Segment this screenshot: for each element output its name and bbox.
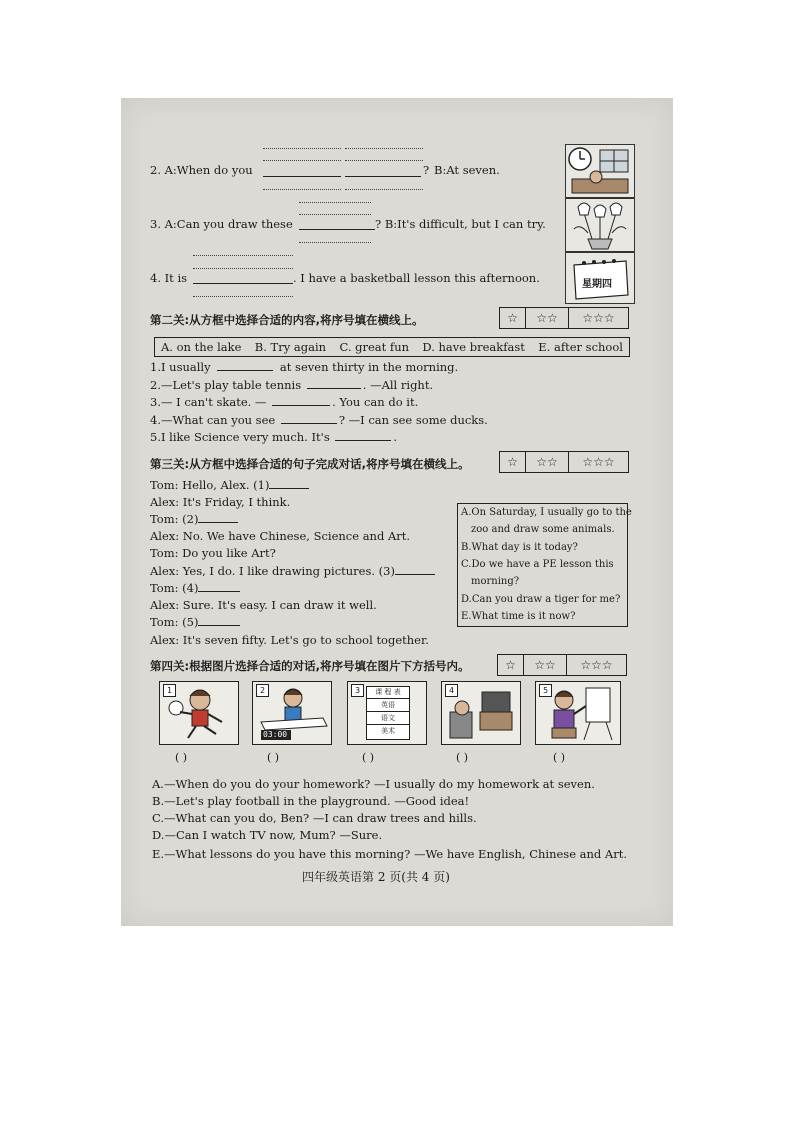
timetable-row: 英语 (367, 699, 409, 712)
dialogue-text: Tom: Hello, Alex. (1) (150, 478, 270, 492)
picture-number: 3 (351, 684, 364, 697)
section2-option-box (154, 337, 630, 357)
dotted-line (263, 148, 341, 149)
section3-star-rating[interactable] (499, 451, 629, 473)
star-3[interactable]: ☆☆☆ (580, 658, 613, 672)
dotted-line (345, 160, 423, 161)
q2-blank-1[interactable] (263, 176, 341, 177)
section3-title: 第三关:从方框中选择合适的句子完成对话,将序号填在横线上。 (150, 457, 470, 471)
answer-paren-1[interactable]: ( ) (175, 751, 188, 764)
option-a: A. on the lake (161, 340, 242, 354)
dialogue-line-1 (150, 478, 309, 492)
dialogue-blank-2[interactable] (198, 522, 238, 523)
option-d: D. have breakfast (422, 340, 525, 354)
q4-blank[interactable] (193, 283, 293, 284)
s2-blank-1[interactable] (217, 370, 273, 371)
answer-paren-3[interactable]: ( ) (362, 751, 375, 764)
choice-c-cont: morning? (471, 576, 520, 587)
choice-e: E.What time is it now? (461, 611, 576, 622)
s2-item-2-rest: . —All right. (362, 378, 434, 392)
s2-item-3-text: 3.— I can't skate. — (150, 395, 267, 409)
picture-watch-tv (441, 681, 521, 745)
timetable-row: 语文 (367, 712, 409, 725)
star-3[interactable]: ☆☆☆ (582, 311, 615, 325)
picture-number: 5 (539, 684, 552, 697)
star-2[interactable]: ☆☆ (526, 452, 569, 472)
option-b: B. Try again (254, 340, 327, 354)
dotted-line (299, 202, 371, 203)
s2-item-2-text: 2.—Let's play table tennis (150, 378, 302, 392)
star-1[interactable]: ☆ (500, 308, 526, 328)
dialogue-line-6 (150, 564, 435, 578)
s4-option-b: B.—Let's play football in the playground. —Good idea! (152, 794, 470, 808)
choice-a: A.On Saturday, I usually go to the (461, 507, 632, 518)
dialogue-blank-1[interactable] (269, 488, 309, 489)
answer-paren-2[interactable]: ( ) (267, 751, 280, 764)
q3-blank[interactable] (299, 229, 375, 230)
tulips-picture (565, 198, 635, 252)
timetable-row: 美术 (381, 727, 395, 735)
dialogue-text: Tom: (2) (150, 512, 199, 526)
dialogue-line-3 (150, 512, 238, 526)
s2-item-4 (150, 413, 488, 427)
calendar-picture (565, 252, 635, 304)
s2-item-5-text: 5.I like Science very much. It's (150, 430, 330, 444)
s2-item-1-rest: at seven thirty in the morning. (279, 360, 459, 374)
s2-item-1 (150, 360, 458, 374)
dialogue-line-7 (150, 581, 240, 595)
dialogue-blank-5[interactable] (198, 625, 240, 626)
s4-option-a: A.—When do you do your homework? —I usually do my homework at seven. (152, 777, 595, 791)
section2-title: 第二关:从方框中选择合适的内容,将序号填在横线上。 (150, 313, 424, 327)
dialogue-line-5: Tom: Do you like Art? (150, 546, 276, 560)
option-e: E. after school (538, 340, 623, 354)
s2-blank-2[interactable] (307, 388, 361, 389)
q2-answer: B:At seven. (434, 163, 500, 177)
star-1[interactable]: ☆ (500, 452, 526, 472)
dialogue-blank-3[interactable] (395, 574, 435, 575)
s2-item-5 (150, 430, 397, 444)
option-c: C. great fun (339, 340, 410, 354)
q4-suffix: . I have a basketball lesson this afternoon. (293, 271, 540, 285)
dialogue-line-8: Alex: Sure. It's easy. I can draw it well. (150, 598, 377, 612)
s2-item-4-rest: ? —I can see some ducks. (338, 413, 488, 427)
dotted-line (193, 296, 293, 297)
s2-blank-3[interactable] (272, 405, 330, 406)
q3-prefix: 3. A:Can you draw these (150, 217, 293, 231)
dialogue-line-9 (150, 615, 240, 629)
clock-readout: 03:00 (263, 730, 288, 739)
page-footer: 四年级英语第 2 页(共 4 页) (302, 870, 450, 884)
star-2[interactable]: ☆☆ (526, 308, 569, 328)
dialogue-line-2: Alex: It's Friday, I think. (150, 495, 291, 509)
dotted-line (299, 214, 371, 215)
q3-suffix: ? B:It's difficult, but I can try. (375, 217, 546, 231)
dotted-line (345, 189, 423, 190)
dotted-line (263, 160, 341, 161)
choice-c: C.Do we have a PE lesson this (461, 559, 614, 570)
dotted-line (299, 242, 371, 243)
q2-question-mark: ? (423, 163, 430, 177)
star-1[interactable]: ☆ (498, 655, 524, 675)
dialogue-blank-4[interactable] (198, 591, 240, 592)
dialogue-line-4: Alex: No. We have Chinese, Science and Art. (150, 529, 411, 543)
timetable (366, 686, 410, 740)
s2-item-3 (150, 395, 418, 409)
dotted-line (263, 189, 341, 190)
s2-item-4-text: 4.—What can you see (150, 413, 276, 427)
dotted-line (345, 148, 423, 149)
timetable-title: 课 程 表 (367, 687, 409, 699)
q4-prefix: 4. It is (150, 271, 188, 285)
dialogue-text: Alex: Yes, I do. I like drawing pictures. (3) (150, 564, 395, 578)
picture-timetable (347, 681, 427, 745)
s2-blank-4[interactable] (281, 423, 337, 424)
picture-number: 2 (256, 684, 269, 697)
q2-prefix: 2. A:When do you (150, 163, 253, 177)
dialogue-text: Tom: (4) (150, 581, 199, 595)
clock-window-picture (565, 144, 635, 198)
picture-football (159, 681, 239, 745)
q2-blank-2[interactable] (345, 176, 421, 177)
dialogue-text: Tom: (5) (150, 615, 199, 629)
answer-paren-4[interactable]: ( ) (456, 751, 469, 764)
choice-d: D.Can you draw a tiger for me? (461, 594, 621, 605)
s2-blank-5[interactable] (335, 440, 391, 441)
picture-number: 4 (445, 684, 458, 697)
dotted-line (193, 268, 293, 269)
s4-option-c: C.—What can you do, Ben? —I can draw trees and hills. (152, 811, 477, 825)
s4-option-e: E.—What lessons do you have this morning? —We have English, Chinese and Art. (152, 847, 628, 861)
dotted-line (193, 255, 293, 256)
section4-star-rating[interactable] (497, 654, 627, 676)
picture-homework (252, 681, 332, 745)
s2-item-3-rest: . You can do it. (332, 395, 419, 409)
s4-option-d: D.—Can I watch TV now, Mum? —Sure. (152, 828, 383, 842)
choice-b: B.What day is it today? (461, 542, 578, 553)
picture-number: 1 (163, 684, 176, 697)
dialogue-line-10: Alex: It's seven fifty. Let's go to school together. (150, 633, 429, 647)
worksheet-page (121, 98, 673, 926)
star-2[interactable]: ☆☆ (524, 655, 567, 675)
section2-star-rating[interactable] (499, 307, 629, 329)
answer-paren-5[interactable]: ( ) (553, 751, 566, 764)
s2-item-1-text: 1.I usually (150, 360, 211, 374)
star-3[interactable]: ☆☆☆ (582, 455, 615, 469)
calendar-text: 星期四 (582, 279, 612, 290)
s2-item-2 (150, 378, 433, 392)
picture-drawing (535, 681, 621, 745)
section3-choice-box (457, 503, 632, 627)
section4-title: 第四关:根据图片选择合适的对话,将序号填在图片下方括号内。 (150, 659, 470, 673)
s2-item-5-rest: . (393, 430, 398, 444)
choice-a-cont: zoo and draw some animals. (471, 524, 615, 535)
